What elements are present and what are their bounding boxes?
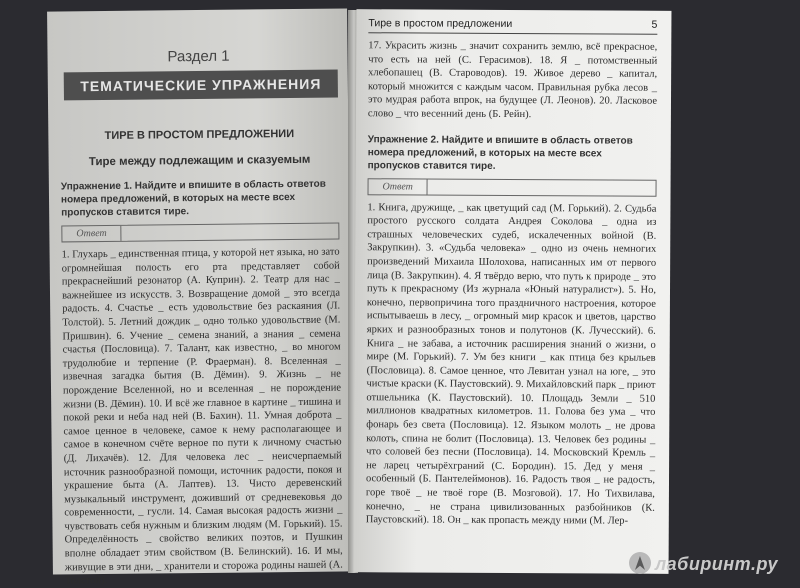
labirint-logo-icon bbox=[629, 552, 651, 574]
exercise-2-text: 1. Книга, дружище, _ как цветущий сад (М. Горький). 2. Судьба простого русского солдата Андрея Соколова _ одна из страшных человеческих судеб, искалеченных войной (В. Закрупкин). 3. «Судьба человека» _ одно из очень немногих произведений Михаила Шолохова, написанных им от первого лица (В. Закрупкин). 4. Я твёрдо верю, что путь к природе _ это путь к прекрасному (Из журнала «Юный натуралист»). 5. Но, конечно, первопричина того праздничного настроения, которое испытываешь в лесу, _ огромный мир красок и цветов, царство ярких и разнообразных тонов и полутонов (К. Лучесский). 6. Книга _ не забава, а источник расширения знаний о жизни, о мире (М. Горький). 7. Ум без книги _ как птица без крыльев (Пословица). 8. Самое ценное, что Левитан узнал на юге, _ это чистые краски (К. Паустовский). 9. Михайловский парк _ приют отшельника (К. Паустовский). 10. Площадь Земли _ 510 миллионов квадратных километров. 11. Голова без ума _ что фонарь без света (Пословица). 12. Языком молоть _ не дрова колоть, спина не болит (Пословица). 13. Человек без родины _ что соловей без песни (Пословица). 14. Московский Кремль _ не ларец четырёхграний (С. Бородин). 15. Дед у меня _ особенный (Б. Пантелеймонов). 16. Радость твоя _ не радость, горе твоё _ не твоё горе (В. Мозговой). 17. Но Тихвилава, конечно, _ не страна цивилизованных разбойников (К. Паустовский). 18. Он _ как пропасть между ними (М. Лер- bbox=[365, 201, 657, 527]
answer-box-1[interactable] bbox=[61, 223, 339, 243]
page-number: 5 bbox=[651, 18, 658, 31]
exercise-2-task: Упражнение 2. Найдите и впишите в область ответов номера предложений, в которых на месте всех пропусков ставится тире. bbox=[367, 133, 633, 172]
answer-label: Ответ bbox=[62, 226, 121, 242]
right-page bbox=[354, 9, 672, 574]
section-label: Раздел 1 bbox=[167, 47, 230, 66]
exercise-1-task: Упражнение 1. Найдите и впишите в область ответов номера предложений, в которых на месте всех пропусков ставится тире. bbox=[60, 178, 326, 219]
left-page bbox=[47, 8, 353, 587]
watermark bbox=[629, 552, 778, 575]
running-head-title: Тире в простом предложении bbox=[368, 17, 513, 30]
running-head bbox=[368, 17, 657, 35]
chapter-heading: ТИРЕ В ПРОСТОМ ПРЕДЛОЖЕНИИ bbox=[104, 128, 295, 142]
answer-box-2[interactable] bbox=[368, 178, 657, 197]
section-banner: ТЕМАТИЧЕСКИЕ УПРАЖНЕНИЯ bbox=[64, 70, 338, 101]
exercise-1-text: 1. Глухарь _ единственная птица, у которой нет языка, но зато огромнейшая полость его рта представляет собой прекраснейший резонатор (А. Куприн). 2. Театр для нас _ важнейшее из искусств. 3. Возвращение домой _ это всегда радость. 4. Счастье _ есть удовольствие без раскаяния (Л. Толстой). 5. Летний дождик _ одно только удовольствие (М. Пришвин). 6. Учение _ семена знаний, а знания _ семена счастья (Пословица). 7. Талант, как известно, _ во многом трудолюбие и терпение (Р. Фраерман). 8. Вселенная _ извечная загадка бытия (В. Дёмин). 9. Жизнь _ не порождение Вселенной, но и вселенная _ не порождение жизни (В. Дёмин). 10. И всё же главное в картине _ тишина и покой реки и неба над ней (В. Бахин). 11. Умная доброта _ самое ценное в человеке, самое к нему располагающее и самое в конечном счёте верное по пути к личному счастью (Д. Лихачёв). 12. Для человека лес _ неисчерпаемый источник разнообразной помощи, источник радости, покоя и украшение быта (А. Лаптев). 13. Чисто деревенский музыкальный инструмент, доживший от средневековья до современности, _ гусли. 14. Самая высокая радость жизни _ чувствовать себя нужным и близким людям (М. Горький). 15. Определённость _ свойство великих поэтов, и Пушкин вполне обладает этим свойством (В. Белинский). 16. И мы, живущие в эти дни, _ хранители и сторожа родины нашей (А. Толстой). bbox=[61, 246, 343, 587]
exercise-1-continued-text: 17. Украсить жизнь _ значит сохранить землю, всё прекрасное, что есть на ней (С. Герасимов). 18. Я _ потомственный хлебопашец (В. Староводов). 19. Живое дерево _ капитал, который множится с каждым часом. Правильная рубка лесов _ это мудрая работа впрок, на будущее (Л. Леонов). 20. Ласковое слово _ что весенний день (Б. Рейн). bbox=[367, 40, 658, 121]
answer-label: Ответ bbox=[369, 179, 428, 194]
watermark-text: лабиринт.ру bbox=[654, 554, 778, 574]
chapter-subheading: Тире между подлежащим и сказуемым bbox=[88, 153, 311, 169]
